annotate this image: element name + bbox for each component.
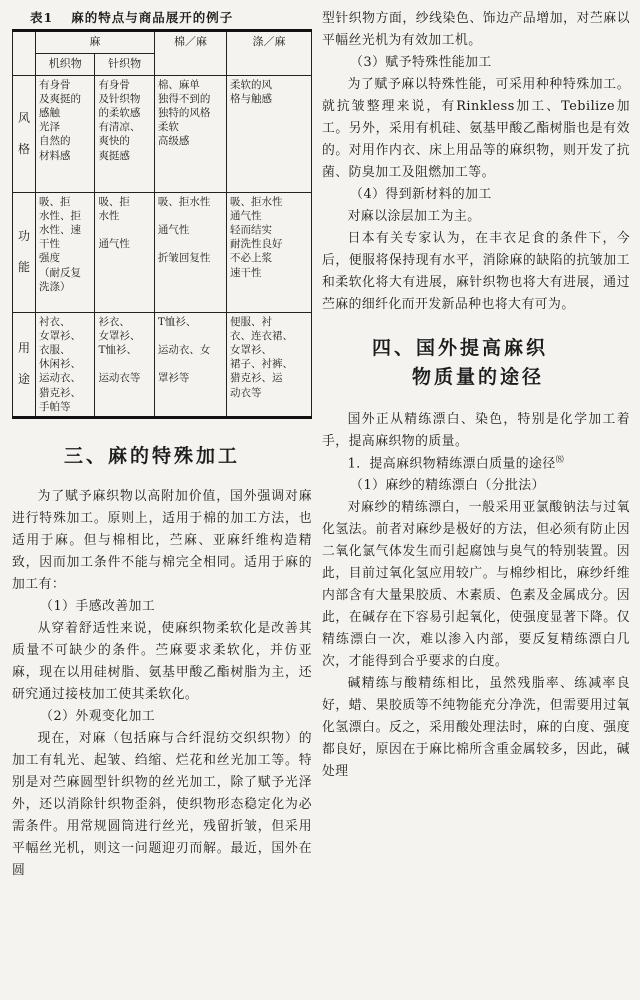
table-label: 表1 [30,10,54,25]
reference-mark: ⑻ [555,454,565,464]
subheading [322,453,630,475]
section-4-title-line-1: 四、国外提高麻织 [372,337,549,359]
paragraph: 对麻纱的精练漂白，一般采用亚氯酸钠法与过氧化氢法。前者对麻纱是极好的方法，但必须有防止因二氧化氯气体发生而引起腐蚀与臭气的特别装置。因此，目前过氧化氢应用较广。与棉纱相比，麻纱纤维内部含有大量果胶质、木素质、色素及金属成分。因此，在碱存在下容易引起氧化，使强度显著下降。仅精练漂白一次，难以渗入内部，要反复精练漂白几次，才能得到合乎要求的白度。 [322,500,630,670]
header-mian-ma: 棉／麻 [154,31,226,76]
table-cell: 衬衣、 女罩衫、 衣服、 休闲衫、 运动衣、 猎克衫、 手帕等 [36,312,95,417]
header-zhenzhi: 针织物 [95,53,154,75]
section-4-title [372,334,630,393]
left-column [12,8,312,882]
subheading: （1）麻纱的精练漂白（分批法） [350,478,545,494]
table-cell: 吸、拒水性 通气性 轻而结实 耐洗性良好 不必上浆 速干性 [227,192,312,312]
table-cell: T恤衫、 运动衣、女 罩衫等 [154,312,226,417]
subheading: （1）手感改善加工 [40,598,156,614]
subheading: （3）赋予特殊性能加工 [350,55,492,70]
paragraph: 为了赋予麻织物以高附加价值，国外强调对麻进行特殊加工。原则上，适用于棉的加工方法，也适用于麻。但与棉相比，苎麻、亚麻纤维构造精致，因而加工条件不能与棉完全相同。适用于麻的加工有： [12,488,312,592]
paragraph: 国外正从精练漂白、染色，特别是化学加工着手，提高麻织物的质量。 [322,411,630,449]
table-header-row-1 [13,31,312,54]
table-cell: 衫衣、 女罩衫、 T恤衫、 运动衣等 [95,312,154,417]
section-4-title-line-2: 物质量的途径 [412,366,545,389]
table-row [13,75,312,192]
table-cell: 有身骨 及爽挺的 感触 光泽 自然的 材料感 [36,75,95,192]
table-1 [12,29,312,419]
table-title: 麻的特点与商品展开的例子 [71,10,234,25]
table-cell: 柔软的风 格与触感 [227,75,312,192]
paragraph: 日本有关专家认为，在丰衣足食的条件下，今后，便服将保持现有水平，消除麻的缺陷的抗皱加工和柔软化将大有进展，麻针织物也将大有进展，通过苎麻的细纤化而开发新品种也将大有可为。 [322,231,630,312]
paragraph: 碱精练与酸精练相比，虽然残脂率、练减率良好，蜡、果胶质等不纯物能充分净洗，但需要用过氧化氢漂白。反之，采用酸处理法时，麻的白度、强度都良好，原因在于麻比棉所含重金属较多，因此，碱处理 [322,676,630,780]
table-cell: 有身骨 及针织物 的柔软感 有清凉、 爽快的 爽挺感 [95,75,154,192]
table-corner-cell [13,31,36,76]
table-cell: 吸、拒 水性、拒 水性、速 干性 强度 （耐反复 洗涤） [36,192,95,312]
paragraph: 对麻以涂层加工为主。 [347,209,481,224]
row-label-gongneng: 功 能 [13,192,36,312]
section-3-title: 三、麻的特殊加工 [64,444,241,467]
table-caption [30,8,312,26]
subheading: （4）得到新材料的加工 [350,187,492,202]
table-cell: 棉、麻单 独得不到的 独特的风格 柔软 高级感 [154,75,226,192]
table-cell: 吸、拒水性 通气性 折皱回复性 [154,192,226,312]
subheading-text: 1．提高麻织物精练漂白质量的途径 [347,456,556,472]
header-di-ma: 涤／麻 [227,31,312,76]
row-label-fengge: 风 格 [13,75,36,192]
paragraph: 从穿着舒适性来说，使麻织物柔软化是改善其质量不可缺少的条件。苎麻要求柔软化，并仿亚麻，现在以用硅树脂、氨基甲酸乙酯树脂为主，还研究通过接枝加工使其柔软化。 [12,620,312,702]
table-row [13,312,312,417]
table-cell: 吸、拒 水性 通气性 [95,192,154,312]
row-label-yongtu: 用 途 [13,312,36,417]
subheading: （2）外观变化加工 [40,708,156,724]
right-column [322,8,630,783]
table-row [13,192,312,312]
header-jizhi: 机织物 [36,53,95,75]
header-ma: 麻 [36,31,155,54]
paragraph: 型针织物方面，纱线染色、饰边产品增加，对苎麻以平幅丝光机为有效加工机。 [322,11,630,48]
table-cell: 便服、衬 衣、连衣裙、 女罩衫、 裙子、衬裤、 猎克衫、运 动衣等 [227,312,312,417]
paragraph: 现在，对麻（包括麻与合纤混纺交织织物）的加工有轧光、起皱、绉缩、烂花和丝光加工等。特别是对苎麻圆型针织物的丝光加工，除了赋予光泽外，还以消除针织物歪斜，使织物形态稳定化为必需条件。用常规圆筒进行丝光，残留折皱，但采用平幅丝光机，则这一问题迎刃而解。最近，国外在圆 [12,730,312,878]
paragraph: 为了赋予麻以特殊性能，可采用种种特殊加工。就抗皱整理来说，有Rinkless加工、Tebilize加工。另外，采用有机硅、氨基甲酸乙酯树脂也是有效的。对用作内衣、床上用品等的麻织物，则开发了抗菌、防臭加工及阻燃加工等。 [322,77,630,180]
